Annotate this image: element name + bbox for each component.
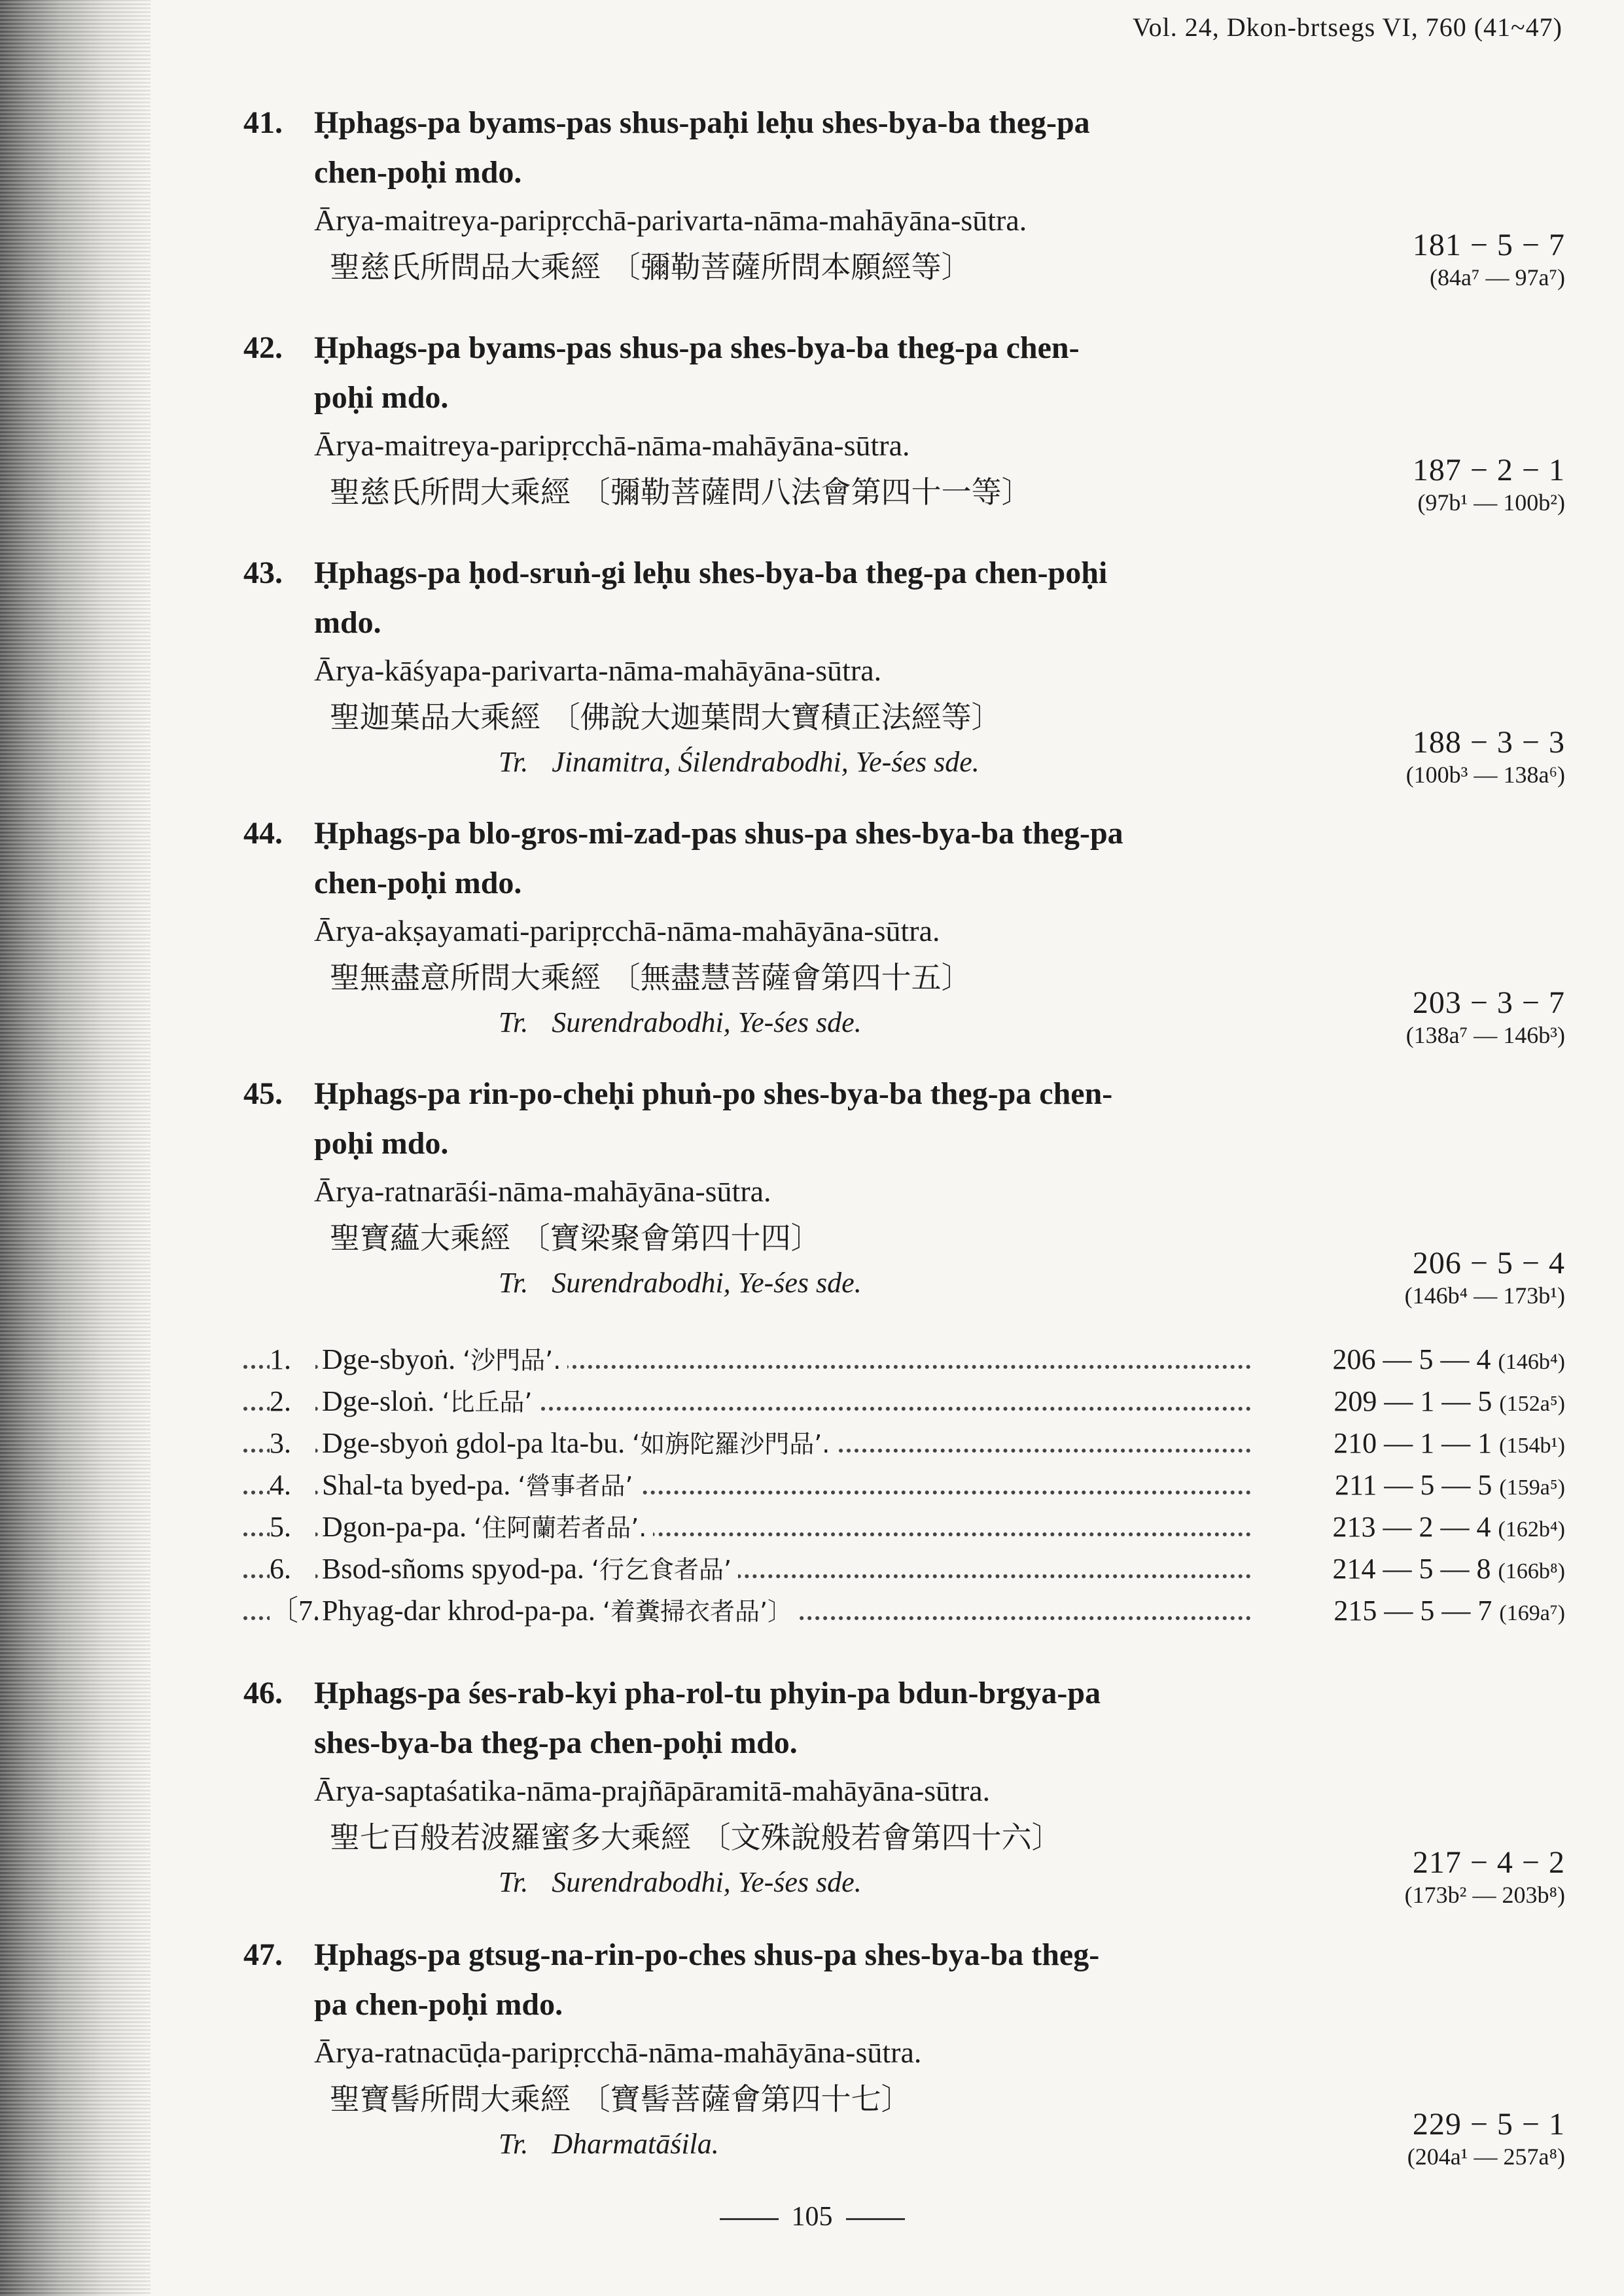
catalog-reference <box>1405 1245 1565 1309</box>
entry-title-cont: shes-bya-ba theg-pa chen-poḥi mdo. <box>314 1725 798 1760</box>
chapter-title: Dgon-pa-pa. <box>322 1511 467 1543</box>
catalog-reference <box>1406 984 1565 1048</box>
list-number: 4. <box>270 1464 315 1506</box>
entry-title-cont: chen-poḥi mdo. <box>314 866 522 900</box>
chapter-list <box>243 1339 1565 1632</box>
entry-41 <box>243 98 1565 291</box>
list-number: 1. <box>270 1339 315 1381</box>
chapter-ref: 214 — 5 — 8 <box>1332 1553 1491 1585</box>
sanskrit-title: Ārya-maitreya-paripṛcchā-parivarta-nāma-mahāyāna-sūtra. <box>314 203 1027 237</box>
list-item <box>243 1506 1565 1548</box>
list-item <box>243 1590 1565 1632</box>
entry-title: Ḥphags-pa rin-po-cheḥi phuṅ-po shes-bya-ba theg-pa chen- <box>314 1076 1113 1111</box>
translator-label: Tr. <box>499 746 529 778</box>
chapter-chinese: ‘營事者品’ <box>518 1472 633 1500</box>
entry-title-cont: chen-poḥi mdo. <box>314 155 522 190</box>
list-number: 3. <box>270 1422 315 1464</box>
entry-title: Ḥphags-pa byams-pas shus-pa shes-bya-ba theg-pa chen- <box>314 330 1080 365</box>
list-number: 6. <box>270 1548 315 1590</box>
translators: Dharmatāśila. <box>552 2128 719 2160</box>
translator-label: Tr. <box>499 2128 529 2160</box>
list-item <box>243 1339 1565 1381</box>
page-number: 105 <box>791 2202 833 2232</box>
entry-number: 43. <box>243 556 283 590</box>
entry-title-cont: pa chen-poḥi mdo. <box>314 1987 563 2022</box>
running-header: Vol. 24, Dkon-brtsegs VI, 760 (41~47) <box>1132 12 1562 42</box>
reference-number: 203 − 3 − 7 <box>1412 985 1565 1020</box>
list-item <box>243 1381 1565 1422</box>
chinese-title: 聖無盡意所問大乘經 〔無盡慧菩薩會第四十五〕 <box>330 960 972 995</box>
folio-range: (173b² — 203b⁸) <box>1404 1882 1565 1908</box>
translator-label: Tr. <box>499 1267 529 1299</box>
reference-number: 217 − 4 − 2 <box>1412 1845 1565 1880</box>
chapter-folio: (159a⁵) <box>1499 1475 1565 1500</box>
list-number: 〔7. <box>270 1590 315 1632</box>
chinese-title: 聖寶蘊大乘經 〔寶梁聚會第四十四〕 <box>330 1220 821 1256</box>
chapter-chinese: ‘着糞掃衣者品’〕 <box>602 1597 793 1626</box>
entry-46 <box>243 1669 1565 1908</box>
chapter-title: Dge-sbyoṅ gdol-pa lta-bu. <box>322 1427 626 1459</box>
folio-range: (138a⁷ — 146b³) <box>1405 1022 1565 1048</box>
chapter-title: Phyag-dar khrod-pa-pa. <box>322 1595 595 1627</box>
catalog-reference <box>1405 1844 1565 1908</box>
translators-line <box>243 741 1565 784</box>
entry-title: Ḥphags-pa gtsug-na-rin-po-ches shus-pa shes-bya-ba theg- <box>314 1937 1100 1972</box>
page-footer <box>0 2201 1624 2233</box>
entry-number: 42. <box>243 330 283 365</box>
folio-range: (97b¹ — 100b²) <box>1417 489 1565 516</box>
list-item <box>243 1464 1565 1506</box>
entry-title: Ḥphags-pa blo-gros-mi-zad-pas shus-pa shes-bya-ba theg-pa <box>314 816 1123 851</box>
entry-title: Ḥphags-pa byams-pas shus-paḥi leḥu shes-bya-ba theg-pa <box>314 105 1090 140</box>
entry-47 <box>243 1930 1565 2170</box>
folio-range: (100b³ — 138a⁶) <box>1405 762 1565 788</box>
reference-number: 188 − 3 − 3 <box>1412 725 1565 760</box>
chapter-folio: (169a⁷) <box>1499 1601 1565 1625</box>
catalog-reference <box>1413 451 1565 516</box>
entry-45 <box>243 1069 1565 1309</box>
chapter-chinese: ‘住阿蘭若者品’. <box>474 1513 647 1542</box>
reference-number: 181 − 5 − 7 <box>1412 228 1565 262</box>
translator-label: Tr. <box>499 1866 529 1898</box>
catalog-reference <box>1406 724 1565 788</box>
sanskrit-title: Ārya-maitreya-paripṛcchā-nāma-mahāyāna-sūtra. <box>314 429 910 462</box>
translator-label: Tr. <box>499 1006 529 1038</box>
footer-rule-left <box>720 2218 779 2220</box>
entry-title-cont: poḥi mdo. <box>314 1126 449 1161</box>
scan-edge <box>0 0 150 2296</box>
chapter-folio: (152a⁵) <box>1499 1392 1565 1416</box>
entry-title: Ḥphags-pa ḥod-sruṅ-gi leḥu shes-bya-ba theg-pa chen-poḥi <box>314 556 1108 590</box>
chapter-ref: 215 — 5 — 7 <box>1333 1595 1492 1627</box>
chapter-title: Dge-sloṅ. <box>322 1385 435 1417</box>
chapter-chinese: ‘如旃陀羅沙門品’. <box>632 1430 830 1458</box>
reference-number: 206 − 5 − 4 <box>1412 1246 1565 1280</box>
entry-title: Ḥphags-pa śes-rab-kyi pha-rol-tu phyin-pa bdun-brgya-pa <box>314 1676 1101 1710</box>
folio-range: (146b⁴ — 173b¹) <box>1404 1282 1565 1309</box>
chapter-chinese: ‘行乞食者品’ <box>591 1555 732 1584</box>
chinese-title: 聖慈氏所問品大乘經 〔彌勒菩薩所問本願經等〕 <box>330 249 972 285</box>
catalog-reference <box>1407 2106 1565 2170</box>
entry-number: 45. <box>243 1076 283 1111</box>
folio-range: (204a¹ — 257a⁸) <box>1407 2144 1565 2170</box>
chapter-ref: 209 — 1 — 5 <box>1333 1385 1492 1417</box>
chapter-folio: (146b⁴) <box>1498 1350 1565 1374</box>
chapter-title: Shal-ta byed-pa. <box>322 1469 511 1501</box>
chapter-title: Bsod-sñoms spyod-pa. <box>322 1553 584 1585</box>
chapter-title: Dge-sbyoṅ. <box>322 1343 456 1375</box>
translators-line <box>243 2123 1565 2166</box>
chapter-ref: 206 — 5 — 4 <box>1332 1343 1491 1375</box>
sanskrit-title: Ārya-ratnacūḍa-paripṛcchā-nāma-mahāyāna-sūtra. <box>314 2036 922 2069</box>
translators-line <box>243 1262 1565 1305</box>
chinese-title: 聖慈氏所問大乘經 〔彌勒菩薩問八法會第四十一等〕 <box>330 474 1032 510</box>
sanskrit-title: Ārya-akṣayamati-paripṛcchā-nāma-mahāyāna-sūtra. <box>314 914 940 947</box>
entry-44 <box>243 809 1565 1048</box>
sanskrit-title: Ārya-ratnarāśi-nāma-mahāyāna-sūtra. <box>314 1174 771 1208</box>
reference-number: 229 − 5 − 1 <box>1412 2107 1565 2142</box>
footer-rule-right <box>846 2218 905 2220</box>
entry-number: 41. <box>243 105 283 140</box>
translators: Surendrabodhi, Ye-śes sde. <box>552 1866 862 1898</box>
reference-number: 187 − 2 − 1 <box>1412 453 1565 487</box>
translators: Jinamitra, Śilendrabodhi, Ye-śes sde. <box>552 746 980 778</box>
chapter-chinese: ‘比丘品’ <box>442 1388 533 1417</box>
entry-42 <box>243 323 1565 516</box>
sanskrit-title: Ārya-saptaśatika-nāma-prajñāpāramitā-mahāyāna-sūtra. <box>314 1774 991 1807</box>
list-number: 5. <box>270 1506 315 1548</box>
chapter-ref: 211 — 5 — 5 <box>1335 1469 1492 1501</box>
catalog-reference <box>1413 226 1565 291</box>
list-item <box>243 1548 1565 1590</box>
chinese-title: 聖寶髻所問大乘經 〔寶髻菩薩會第四十七〕 <box>330 2081 911 2117</box>
translators: Surendrabodhi, Ye-śes sde. <box>552 1267 862 1299</box>
chinese-title: 聖迦葉品大乘經 〔佛說大迦葉問大寶積正法經等〕 <box>330 699 1002 735</box>
entry-number: 44. <box>243 816 283 851</box>
chapter-folio: (162b⁴) <box>1498 1517 1565 1542</box>
list-item <box>243 1422 1565 1464</box>
chapter-folio: (166b⁸) <box>1498 1559 1565 1583</box>
entry-number: 46. <box>243 1676 283 1710</box>
entry-number: 47. <box>243 1937 283 1972</box>
sanskrit-title: Ārya-kāśyapa-parivarta-nāma-mahāyāna-sūtra. <box>314 654 882 687</box>
chapter-folio: (154b¹) <box>1499 1434 1565 1458</box>
translators-line <box>243 1001 1565 1044</box>
chapter-chinese: ‘沙門品’. <box>463 1346 561 1375</box>
chapter-ref: 213 — 2 — 4 <box>1332 1511 1491 1543</box>
chapter-ref: 210 — 1 — 1 <box>1333 1427 1492 1459</box>
entry-title-cont: poḥi mdo. <box>314 380 449 415</box>
translators: Surendrabodhi, Ye-śes sde. <box>552 1006 862 1038</box>
translators-line <box>243 1861 1565 1904</box>
entry-title-cont: mdo. <box>314 605 381 640</box>
folio-range: (84a⁷ — 97a⁷) <box>1429 264 1565 291</box>
list-number: 2. <box>270 1381 315 1422</box>
chinese-title: 聖七百般若波羅蜜多大乘經 〔文殊說般若會第四十六〕 <box>330 1820 1062 1855</box>
entry-43 <box>243 548 1565 788</box>
